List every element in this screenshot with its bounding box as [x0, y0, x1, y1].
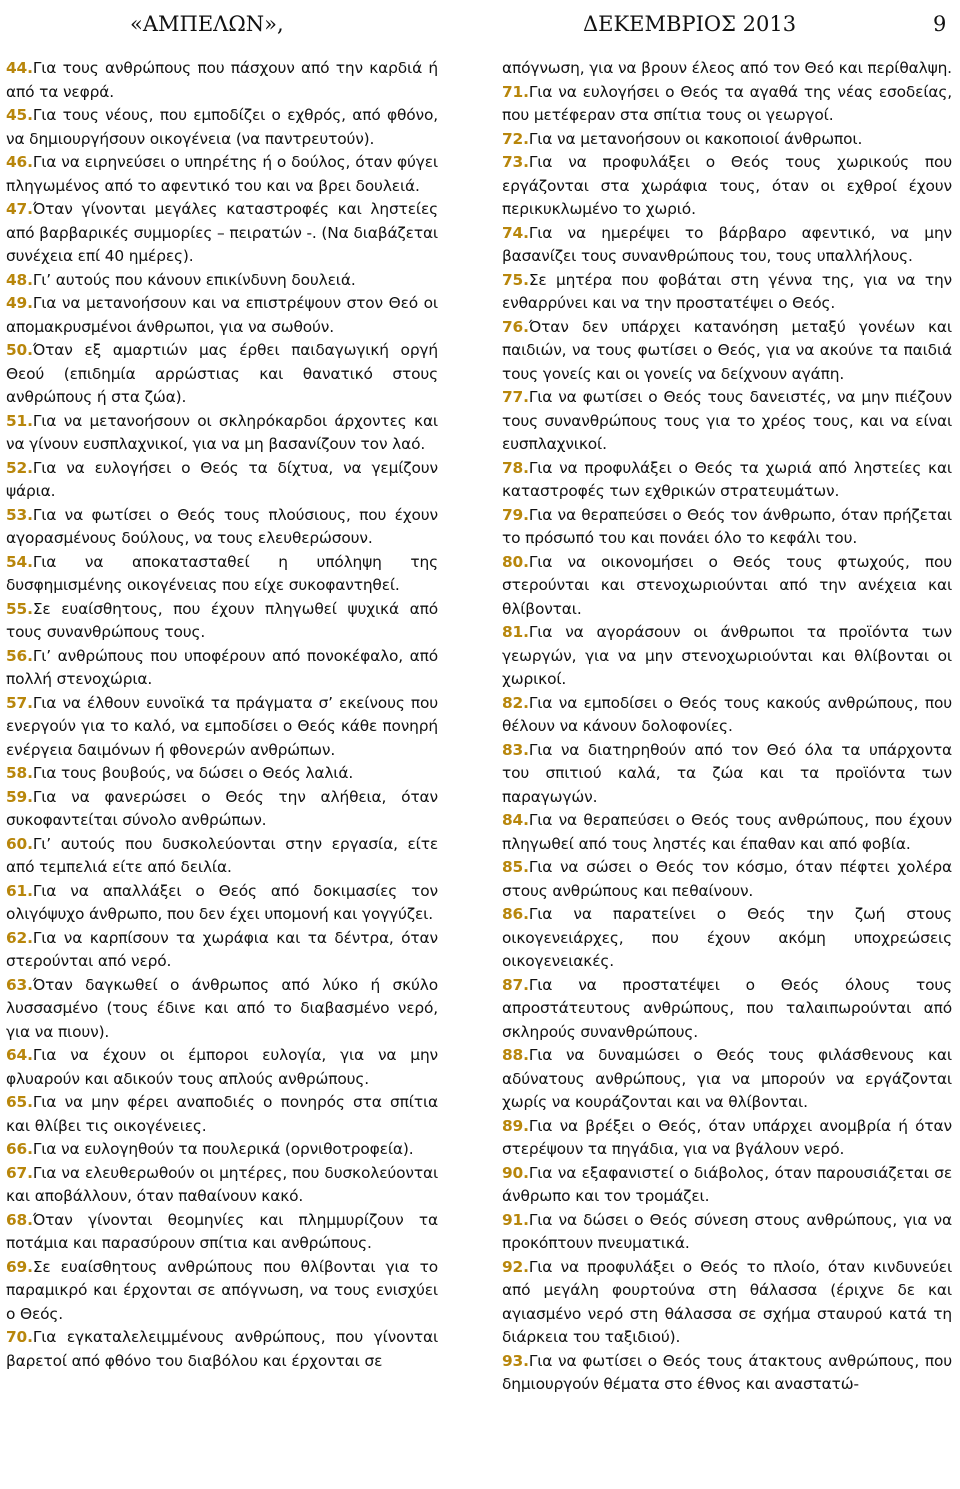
prayer-item: [502, 222, 952, 269]
item-text: Σε ευαίσθητους ανθρώπους που θλίβονται για το παραμικρό και έρχονται σε απόγνωση, να τους ενισχύει ο Θεός.: [6, 1257, 438, 1323]
prayer-item: [6, 410, 438, 457]
item-text: Γι’ ανθρώπους που υποφέρουν από πονοκέφαλο, από πολλή στενοχώρια.: [6, 646, 438, 688]
item-number: 80.: [502, 552, 529, 571]
item-text: Για να προστατέψει ο Θεός όλους τους απροστάτευτους ανθρώπους, που ταλαιπωρούνται από σκληρούς συνανθρώπους.: [502, 975, 952, 1041]
item-number: 62.: [6, 928, 33, 947]
item-number: 55.: [6, 599, 33, 618]
prayer-item: [502, 57, 952, 81]
item-number: 63.: [6, 975, 33, 994]
item-text: Για να απαλλάξει ο Θεός από δοκιμασίες τον ολιγόψυχο άνθρωπο, που δεν έχει υπομονή και γογγύζει.: [6, 881, 438, 923]
prayer-item: [502, 151, 952, 222]
item-text: Για τους βουβούς, να δώσει ο Θεός λαλιά.: [32, 764, 354, 782]
prayer-item: [6, 645, 438, 692]
item-text: απόγνωση, για να βρουν έλεος από τον Θεό και περίθαλψη.: [502, 59, 952, 77]
prayer-item: [502, 903, 952, 974]
item-text: Για να δώσει ο Θεός σύνεση στους ανθρώπους, για να προκόπτουν πνευματικά.: [502, 1210, 952, 1252]
item-number: 79.: [502, 505, 529, 524]
right-column: [502, 57, 952, 1397]
item-number: 84.: [502, 811, 529, 829]
item-text: Για να μετανοήσουν οι κακοποιοί άνθρωποι.: [528, 129, 863, 148]
item-number: 81.: [502, 623, 529, 641]
prayer-item: [502, 621, 952, 692]
item-text: Για να εμποδίσει ο Θεός τους κακούς ανθρώπους, που θέλουν να κάνουν δολοφονίες.: [502, 693, 952, 735]
prayer-item: [502, 974, 952, 1045]
prayer-item: [6, 1209, 438, 1256]
item-text: Για να οικονομήσει ο Θεός τους φτωχούς, που στερούνται και στενοχωριούνται από την ανέχεια και θλίβονται.: [502, 552, 952, 618]
prayer-item: [6, 504, 438, 551]
prayer-item: [502, 1115, 952, 1162]
prayer-item: [6, 551, 438, 598]
prayer-item: [502, 128, 952, 152]
item-number: 54.: [6, 552, 33, 571]
item-text: Για να εξαφανιστεί ο διάβολος, όταν παρουσιάζεται σε άνθρωπο και τον τρομάζει.: [502, 1163, 952, 1205]
item-number: 66.: [6, 1140, 33, 1158]
prayer-item: [6, 786, 438, 833]
item-text: Για να προφυλάξει ο Θεός το πλοίο, όταν κινδυνεύει από μεγάλη φουρτούνα στη θάλασσα (έριχνε δε και αγιασμένο νερό στη θάλασσα σε σχήμα σταυρού κατά τη διάρκεια του ταξιδιού).: [502, 1257, 952, 1346]
item-text: Για να ευλογήσει ο Θεός τα δίχτυα, να γεμίζουν ψάρια.: [6, 458, 438, 500]
prayer-item: [502, 1162, 952, 1209]
item-text: Για να ημερέψει το βάρβαρο αφεντικό, να μην βασανίζει τους συνανθρώπους του, τους υπαλλήλους.: [502, 223, 952, 265]
prayer-item: [502, 692, 952, 739]
item-number: 88.: [502, 1046, 529, 1064]
item-number: 58.: [6, 764, 33, 782]
prayer-item: [6, 927, 438, 974]
prayer-item: [502, 386, 952, 457]
item-text: Για να μην φέρει αναποδιές ο πονηρός στα σπίτια και θλίβει τις οικογένειες.: [6, 1093, 438, 1135]
prayer-item: [6, 1138, 438, 1162]
issue-date: ΔΕΚΕΜΒΡΙΟΣ 2013: [583, 12, 797, 36]
item-number: 64.: [6, 1046, 33, 1064]
prayer-item: [6, 151, 438, 198]
prayer-item: [502, 809, 952, 856]
prayer-item: [6, 457, 438, 504]
item-number: 91.: [502, 1210, 529, 1229]
item-text: Για να έχουν οι έμποροι ευλογία, για να μην φλυαρούν και αδικούν τους απλούς ανθρώπους.: [6, 1046, 438, 1088]
item-number: 74.: [502, 223, 529, 242]
item-text: Για να φωτίσει ο Θεός τους πλούσιους, που έχουν αγορασμένους δούλους, να τους ελευθερώσουν.: [6, 505, 438, 547]
prayer-item: [6, 1162, 438, 1209]
prayer-item: [502, 457, 952, 504]
prayer-item: [6, 269, 438, 293]
prayer-item: [6, 1256, 438, 1327]
item-number: 61.: [6, 881, 33, 900]
item-number: 92.: [502, 1257, 529, 1276]
item-text: Για να ελευθερωθούν οι μητέρες, που δυσκολεύονται και αποβάλλουν, όταν παθαίνουν κακό.: [6, 1163, 438, 1205]
prayer-item: [6, 339, 438, 410]
item-number: 69.: [6, 1257, 33, 1276]
item-number: 57.: [6, 693, 33, 712]
item-text: Για να προφυλάξει ο Θεός τους χωρικούς που εργάζονται στα χωράφια τους, όταν οι εχθροί έχουν περικυκλωμένο το χωριό.: [502, 153, 952, 218]
item-text: Γι’ αυτούς που δυσκολεύονται στην εργασία, είτε από τεμπελιά είτε από δειλία.: [6, 834, 438, 876]
item-text: Για να ευλογηθούν τα πουλερικά (ορνιθοτροφεία).: [32, 1140, 414, 1158]
page-number: 9: [933, 12, 947, 36]
item-text: Όταν δεν υπάρχει κατανόηση μεταξύ γονέων και παιδιών, να τους φωτίσει ο Θεός, για να ακούνε τα παιδιά τους γονείς και οι γονείς να δείχνουν αγάπη.: [502, 317, 952, 383]
prayer-item: [502, 504, 952, 551]
item-text: Για να μετανοήσουν οι σκληρόκαρδοι άρχοντες και να γίνουν ευσπλαχνικοί, για να μη βασανίζουν τον λαό.: [6, 411, 438, 453]
item-number: 46.: [6, 153, 33, 171]
item-number: 85.: [502, 858, 529, 876]
item-text: Για τους νέους, που εμποδίζει ο εχθρός, από φθόνο, να δημιουργήσουν οικογένεια (να παντρευτούν).: [6, 106, 438, 148]
item-text: Για να καρπίσουν τα χωράφια και τα δέντρα, όταν στερούνται από νερό.: [6, 928, 438, 970]
item-number: 83.: [502, 740, 529, 759]
item-number: 90.: [502, 1163, 529, 1182]
item-text: Για να αποκατασταθεί η υπόληψη της δυσφημισμένης οικογένειας που είχε συκοφαντηθεί.: [6, 552, 438, 594]
prayer-item: [6, 292, 438, 339]
item-text: Για να φωτίσει ο Θεός τους δανειστές, να μην πιέζουν τους συνανθρώπους τους για το χρέος τους, και να είναι ευσπλαχνικοί.: [502, 388, 952, 453]
item-text: Για να φωτίσει ο Θεός τους άτακτους ανθρώπους, που δημιουργούν θέματα στο έθνος και αναστατώ-: [502, 1351, 952, 1393]
item-number: 93.: [502, 1351, 529, 1370]
item-text: Για να ευλογήσει ο Θεός τα αγαθά της νέας εσοδείας, που μετέφεραν στα σπίτια τους οι γεωργοί.: [502, 82, 952, 124]
item-number: 75.: [502, 270, 529, 289]
item-number: 50.: [6, 341, 33, 359]
item-number: 52.: [6, 458, 33, 477]
page-header: [0, 10, 960, 44]
item-number: 48.: [6, 270, 33, 289]
item-text: Για τους ανθρώπους που πάσχουν από την καρδιά ή από τα νεφρά.: [6, 59, 438, 101]
item-number: 60.: [6, 834, 33, 853]
item-text: Για να προφυλάξει ο Θεός τα χωριά από ληστείες και καταστροφές των εχθρικών στρατευμάτων.: [502, 458, 952, 500]
prayer-item: [502, 1209, 952, 1256]
prayer-item: [6, 692, 438, 763]
prayer-item: [502, 316, 952, 387]
item-text: Όταν εξ αμαρτιών μας έρθει παιδαγωγική οργή Θεού (επιδημία αρρώστιας και θανατικό στους ανθρώπους ή στα ζώα).: [6, 341, 438, 406]
item-text: Σε μητέρα που φοβάται στη γέννα της, για να την ενθαρρύνει και να την προστατέψει ο Θεός.: [502, 270, 952, 312]
prayer-item: [6, 104, 438, 151]
item-text: Όταν δαγκωθεί ο άνθρωπος από λύκο ή σκύλο λυσσασμένο (τους έδινε και από το διαβασμένο νερό, για να πιουν).: [6, 975, 438, 1041]
item-number: 67.: [6, 1163, 33, 1182]
item-number: 47.: [6, 200, 33, 218]
item-number: 78.: [502, 458, 529, 477]
item-number: 86.: [502, 905, 529, 923]
item-text: Για να διατηρηθούν από τον Θεό όλα τα υπάρχοντα του σπιτιού καλά, τα ζώα και τα προϊόντα των παραγωγών.: [502, 740, 952, 806]
prayer-item: [6, 1091, 438, 1138]
prayer-item: [6, 198, 438, 269]
item-number: 89.: [502, 1116, 529, 1135]
item-number: 71.: [502, 82, 529, 101]
item-number: 53.: [6, 505, 33, 524]
item-text: Για να μετανοήσουν και να επιστρέψουν στον Θεό οι απομακρυσμένοι άνθρωποι, για να σωθούν.: [6, 294, 438, 336]
prayer-item: [6, 974, 438, 1045]
item-text: Για να παρατείνει ο Θεός την ζωή στους οικογενειάρχες, που έχουν ακόμη υποχρεώσεις οικογενειακές.: [502, 905, 952, 970]
item-number: 56.: [6, 646, 33, 665]
item-number: 82.: [502, 693, 529, 712]
item-text: Για να αγοράσουν οι άνθρωποι τα προϊόντα των γεωργών, για να μην στενοχωριούνται και θλίβονται οι χωρικοί.: [502, 623, 952, 688]
item-number: 51.: [6, 411, 33, 430]
item-number: 44.: [6, 59, 33, 77]
item-number: 65.: [6, 1093, 33, 1111]
prayer-item: [502, 1044, 952, 1115]
item-number: 45.: [6, 106, 33, 124]
prayer-item: [502, 1256, 952, 1350]
prayer-item: [6, 598, 438, 645]
item-text: Όταν γίνονται μεγάλες καταστροφές και ληστείες από βαρβαρικές συμμορίες – πειρατών -. (Να διαβάζεται συνέχεια επί 40 ημέρες).: [6, 200, 438, 265]
prayer-item: [502, 81, 952, 128]
left-column: [6, 57, 438, 1373]
item-text: Όταν γίνονται θεομηνίες και πλημμυρίζουν τα ποτάμια και παρασύρουν σπίτια και ανθρώπους.: [6, 1210, 438, 1252]
prayer-item: [6, 762, 438, 786]
prayer-item: [502, 856, 952, 903]
item-text: Για να θεραπεύσει ο Θεός τους ανθρώπους, που έχουν πληγωθεί από τους ληστές και έπαθαν και από φοβία.: [502, 811, 952, 853]
item-number: 77.: [502, 388, 529, 406]
publication-title: «ΑΜΠΕΛΩΝ»,: [130, 12, 284, 36]
item-text: Για να σώσει ο Θεός τον κόσμο, όταν πέφτει χολέρα στους ανθρώπους και πεθαίνουν.: [502, 858, 952, 900]
item-number: 87.: [502, 975, 529, 994]
item-text: Για να θεραπεύσει ο Θεός τον άνθρωπο, όταν πρήζεται το πρόσωπό του και πονάει όλο το κεφάλι του.: [502, 505, 952, 547]
item-text: Γι’ αυτούς που κάνουν επικίνδυνη δουλειά.: [32, 270, 356, 289]
item-text: Για εγκαταλελειμμένους ανθρώπους, που γίνονται βαρετοί από φθόνο του διαβόλου και έρχονται σε: [6, 1328, 438, 1370]
prayer-item: [6, 57, 438, 104]
item-text: Για να έλθουν ευνοϊκά τα πράγματα σ’ εκείνους που ενεργούν για το καλό, να εμποδίσει ο Θεός κάθε πονηρή ενέργεια δαιμόνων ή φθονερών ανθρώπων.: [6, 693, 438, 759]
item-number: 49.: [6, 294, 33, 312]
item-text: Για να βρέξει ο Θεός, όταν υπάρχει ανομβρία ή όταν στερέψουν τα πηγάδια, για να βγάλουν νερό.: [502, 1116, 952, 1158]
item-number: 68.: [6, 1210, 33, 1229]
item-text: Για να δυναμώσει ο Θεός τους φιλάσθενους και αδύνατους ανθρώπους, για να μπορούν να εργάζονται χωρίς να κουράζονται και να θλίβονται.: [502, 1046, 952, 1111]
item-text: Για να φανερώσει ο Θεός την αλήθεια, όταν συκοφαντείται σύνολο ανθρώπων.: [6, 787, 438, 829]
prayer-item: [6, 1044, 438, 1091]
prayer-item: [6, 880, 438, 927]
prayer-item: [502, 1350, 952, 1397]
prayer-item: [6, 1326, 438, 1373]
item-number: 76.: [502, 317, 529, 336]
prayer-item: [502, 551, 952, 622]
prayer-item: [502, 269, 952, 316]
item-number: 59.: [6, 787, 33, 806]
item-text: Σε ευαίσθητους, που έχουν πληγωθεί ψυχικά από τους συνανθρώπους τους.: [6, 599, 438, 641]
item-number: 70.: [6, 1328, 33, 1346]
item-text: Για να ειρηνεύσει ο υπηρέτης ή ο δούλος, όταν φύγει πληγωμένος από το αφεντικό του και να βρει δουλειά.: [6, 153, 438, 195]
prayer-item: [6, 833, 438, 880]
item-number: 73.: [502, 153, 529, 171]
prayer-item: [502, 739, 952, 810]
item-number: 72.: [502, 129, 529, 148]
